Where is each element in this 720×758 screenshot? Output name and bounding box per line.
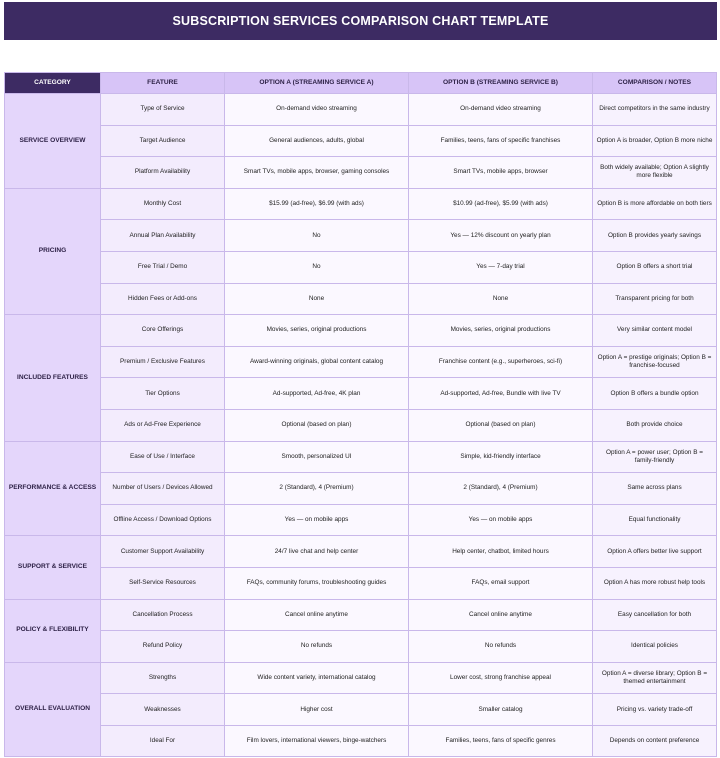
feature-cell: Weaknesses xyxy=(101,694,225,726)
chart-title: SUBSCRIPTION SERVICES COMPARISON CHART TEMPLATE xyxy=(4,2,717,40)
comparison-table xyxy=(4,72,717,757)
notes-cell: Both provide choice xyxy=(593,409,717,441)
feature-cell: Refund Policy xyxy=(101,631,225,663)
feature-cell: Target Audience xyxy=(101,125,225,157)
option-a-cell: Higher cost xyxy=(225,694,409,726)
option-b-cell: No refunds xyxy=(409,631,593,663)
option-a-cell: Cancel online anytime xyxy=(225,599,409,631)
table-row xyxy=(5,251,717,283)
category-cell: SERVICE OVERVIEW xyxy=(5,94,101,189)
table-row xyxy=(5,441,717,473)
header-feature: FEATURE xyxy=(101,73,225,94)
table-row xyxy=(5,567,717,599)
table-row xyxy=(5,125,717,157)
feature-cell: Cancellation Process xyxy=(101,599,225,631)
table-row xyxy=(5,94,717,126)
table-row xyxy=(5,631,717,663)
table-row xyxy=(5,473,717,505)
feature-cell: Tier Options xyxy=(101,378,225,410)
notes-cell: Option B offers a bundle option xyxy=(593,378,717,410)
option-a-cell: No refunds xyxy=(225,631,409,663)
feature-cell: Premium / Exclusive Features xyxy=(101,346,225,378)
feature-cell: Ads or Ad-Free Experience xyxy=(101,409,225,441)
category-cell: PERFORMANCE & ACCESS xyxy=(5,441,101,536)
feature-cell: Monthly Cost xyxy=(101,188,225,220)
header-notes: COMPARISON / NOTES xyxy=(593,73,717,94)
header-category: CATEGORY xyxy=(5,73,101,94)
option-b-cell: FAQs, email support xyxy=(409,567,593,599)
notes-cell: Option A = power user; Option B = family-friendly xyxy=(593,441,717,473)
option-a-cell: On-demand video streaming xyxy=(225,94,409,126)
feature-cell: Core Offerings xyxy=(101,315,225,347)
table-row xyxy=(5,283,717,315)
notes-cell: Depends on content preference xyxy=(593,725,717,757)
notes-cell: Equal functionality xyxy=(593,504,717,536)
feature-cell: Offline Access / Download Options xyxy=(101,504,225,536)
option-b-cell: Help center, chatbot, limited hours xyxy=(409,536,593,568)
header-option-b: OPTION B (STREAMING SERVICE B) xyxy=(409,73,593,94)
notes-cell: Option A = diverse library; Option B = themed entertainment xyxy=(593,662,717,694)
option-a-cell: Optional (based on plan) xyxy=(225,409,409,441)
feature-cell: Number of Users / Devices Allowed xyxy=(101,473,225,505)
option-b-cell: Yes — 7-day trial xyxy=(409,251,593,283)
table-row xyxy=(5,188,717,220)
option-b-cell: None xyxy=(409,283,593,315)
option-a-cell: None xyxy=(225,283,409,315)
option-b-cell: Optional (based on plan) xyxy=(409,409,593,441)
option-a-cell: Film lovers, international viewers, binge-watchers xyxy=(225,725,409,757)
option-a-cell: 2 (Standard), 4 (Premium) xyxy=(225,473,409,505)
option-b-cell: Families, teens, fans of specific genres xyxy=(409,725,593,757)
category-cell: OVERALL EVALUATION xyxy=(5,662,101,757)
table-row xyxy=(5,725,717,757)
notes-cell: Option B offers a short trial xyxy=(593,251,717,283)
table-row xyxy=(5,220,717,252)
option-b-cell: Yes — 12% discount on yearly plan xyxy=(409,220,593,252)
table-row xyxy=(5,504,717,536)
option-b-cell: Families, teens, fans of specific franchises xyxy=(409,125,593,157)
feature-cell: Ideal For xyxy=(101,725,225,757)
notes-cell: Transparent pricing for both xyxy=(593,283,717,315)
option-b-cell: Lower cost, strong franchise appeal xyxy=(409,662,593,694)
option-a-cell: $15.99 (ad-free), $6.99 (with ads) xyxy=(225,188,409,220)
notes-cell: Both widely available; Option A slightly more flexible xyxy=(593,157,717,189)
category-cell: POLICY & FLEXIBILITY xyxy=(5,599,101,662)
feature-cell: Annual Plan Availability xyxy=(101,220,225,252)
table-row xyxy=(5,409,717,441)
notes-cell: Option A is broader, Option B more niche xyxy=(593,125,717,157)
option-b-cell: Cancel online anytime xyxy=(409,599,593,631)
table-row xyxy=(5,157,717,189)
feature-cell: Platform Availability xyxy=(101,157,225,189)
notes-cell: Very similar content model xyxy=(593,315,717,347)
option-b-cell: Yes — on mobile apps xyxy=(409,504,593,536)
option-b-cell: Simple, kid-friendly interface xyxy=(409,441,593,473)
table-body xyxy=(5,94,717,757)
option-a-cell: Smooth, personalized UI xyxy=(225,441,409,473)
notes-cell: Direct competitors in the same industry xyxy=(593,94,717,126)
table-row xyxy=(5,346,717,378)
category-cell: INCLUDED FEATURES xyxy=(5,315,101,441)
option-a-cell: No xyxy=(225,251,409,283)
feature-cell: Type of Service xyxy=(101,94,225,126)
notes-cell: Option A = prestige originals; Option B = franchise-focused xyxy=(593,346,717,378)
notes-cell: Option A has more robust help tools xyxy=(593,567,717,599)
option-a-cell: No xyxy=(225,220,409,252)
feature-cell: Ease of Use / Interface xyxy=(101,441,225,473)
notes-cell: Option B is more affordable on both tiers xyxy=(593,188,717,220)
option-a-cell: 24/7 live chat and help center xyxy=(225,536,409,568)
notes-cell: Identical policies xyxy=(593,631,717,663)
notes-cell: Easy cancellation for both xyxy=(593,599,717,631)
feature-cell: Hidden Fees or Add-ons xyxy=(101,283,225,315)
notes-cell: Option A offers better live support xyxy=(593,536,717,568)
option-a-cell: Award-winning originals, global content catalog xyxy=(225,346,409,378)
option-b-cell: Movies, series, original productions xyxy=(409,315,593,347)
table-row xyxy=(5,378,717,410)
option-b-cell: Franchise content (e.g., superheroes, sci-fi) xyxy=(409,346,593,378)
feature-cell: Strengths xyxy=(101,662,225,694)
category-cell: PRICING xyxy=(5,188,101,314)
table-row xyxy=(5,536,717,568)
option-a-cell: Ad-supported, Ad-free, 4K plan xyxy=(225,378,409,410)
notes-cell: Pricing vs. variety trade-off xyxy=(593,694,717,726)
option-b-cell: Ad-supported, Ad-free, Bundle with live TV xyxy=(409,378,593,410)
feature-cell: Self-Service Resources xyxy=(101,567,225,599)
option-b-cell: On-demand video streaming xyxy=(409,94,593,126)
table-row xyxy=(5,315,717,347)
option-a-cell: FAQs, community forums, troubleshooting guides xyxy=(225,567,409,599)
option-a-cell: Yes — on mobile apps xyxy=(225,504,409,536)
table-row xyxy=(5,694,717,726)
option-a-cell: Wide content variety, international catalog xyxy=(225,662,409,694)
category-cell: SUPPORT & SERVICE xyxy=(5,536,101,599)
header-option-a: OPTION A (STREAMING SERVICE A) xyxy=(225,73,409,94)
option-b-cell: Smart TVs, mobile apps, browser xyxy=(409,157,593,189)
table-row xyxy=(5,599,717,631)
notes-cell: Option B provides yearly savings xyxy=(593,220,717,252)
header-row xyxy=(5,73,717,94)
feature-cell: Free Trial / Demo xyxy=(101,251,225,283)
notes-cell: Same across plans xyxy=(593,473,717,505)
option-a-cell: Movies, series, original productions xyxy=(225,315,409,347)
option-b-cell: Smaller catalog xyxy=(409,694,593,726)
feature-cell: Customer Support Availability xyxy=(101,536,225,568)
option-b-cell: 2 (Standard), 4 (Premium) xyxy=(409,473,593,505)
table-row xyxy=(5,662,717,694)
option-a-cell: Smart TVs, mobile apps, browser, gaming consoles xyxy=(225,157,409,189)
option-b-cell: $10.99 (ad-free), $5.99 (with ads) xyxy=(409,188,593,220)
option-a-cell: General audiences, adults, global xyxy=(225,125,409,157)
